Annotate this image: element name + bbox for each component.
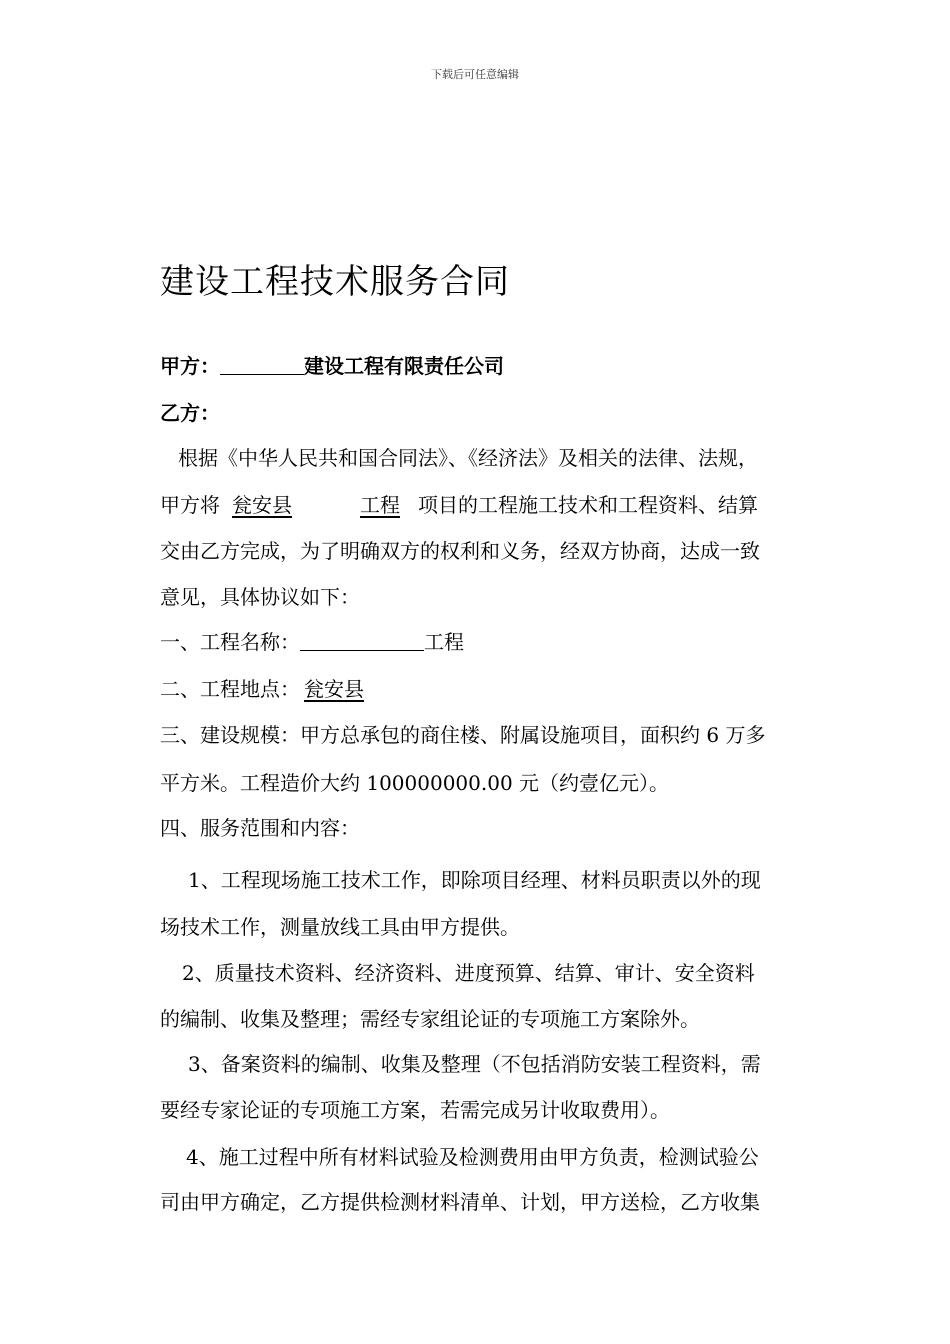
item-3-line-1: 三、建设规模：甲方总承包的商住楼、附属设施项目，面积约 6 万多 [160, 723, 766, 747]
item-3-line-2: 平方米。工程造价大约 100000000.00 元（约壹亿元）。 [160, 771, 670, 795]
intro-line-1: 根据《中华人民共和国合同法》、《经济法》及相关的法律、法规， [178, 446, 758, 470]
clause-3-line-1: 3、备案资料的编制、收集及整理（不包括消防安装工程资料，需 [188, 1052, 761, 1076]
item-4-heading: 四、服务范围和内容： [160, 816, 360, 840]
party-b-line [160, 399, 840, 427]
intro-county: 瓮安县 工程 [232, 493, 400, 517]
intro-line-2 [160, 491, 840, 519]
clause-2-line-1: 2、质量技术资料、经济资料、进度预算、结算、审计、安全资料 [182, 961, 755, 985]
intro-prefix: 甲方将 [160, 493, 220, 517]
item-1-project-name [160, 628, 840, 656]
party-b-label: 乙方： [160, 401, 220, 425]
item-1-label: 一、工程名称： [160, 630, 300, 654]
intro-line-3: 交由乙方完成，为了明确双方的权利和义务，经双方协商，达成一致 [160, 539, 760, 563]
clause-4-line-1: 4、施工过程中所有材料试验及检测费用由甲方负责，检测试验公 [186, 1145, 759, 1169]
project-name-blank [300, 630, 424, 651]
party-a-line [160, 352, 840, 380]
intro-suffix: 项目的工程施工技术和工程资料、结算 [418, 493, 758, 517]
document-title: 建设工程技术服务合同 [160, 262, 510, 302]
clause-3-line-2: 要经专家论证的专项施工方案，若需完成另计收取费用）。 [160, 1098, 670, 1122]
party-a-name: 建设工程有限责任公司 [304, 354, 504, 378]
item-2-label: 二、工程地点： [160, 677, 300, 701]
header-note: 下载后可任意编辑 [431, 68, 519, 81]
intro-line-4: 意见，具体协议如下： [160, 585, 360, 609]
item-2-project-location [160, 675, 840, 703]
clause-1-line-1: 1、工程现场施工技术工作，即除项目经理、材料员职责以外的现 [188, 868, 761, 892]
party-a-label: 甲方： [160, 354, 220, 378]
clause-2-line-2: 的编制、收集及整理；需经专家组论证的专项施工方案除外。 [160, 1007, 700, 1031]
clause-4-line-2: 司由甲方确定，乙方提供检测材料清单、计划，甲方送检，乙方收集 [160, 1190, 760, 1214]
party-a-blank [220, 354, 304, 375]
item-2-value: 瓮安县 [304, 677, 364, 701]
item-1-suffix: 工程 [424, 630, 464, 654]
clause-1-line-2: 场技术工作，测量放线工具由甲方提供。 [160, 915, 520, 939]
